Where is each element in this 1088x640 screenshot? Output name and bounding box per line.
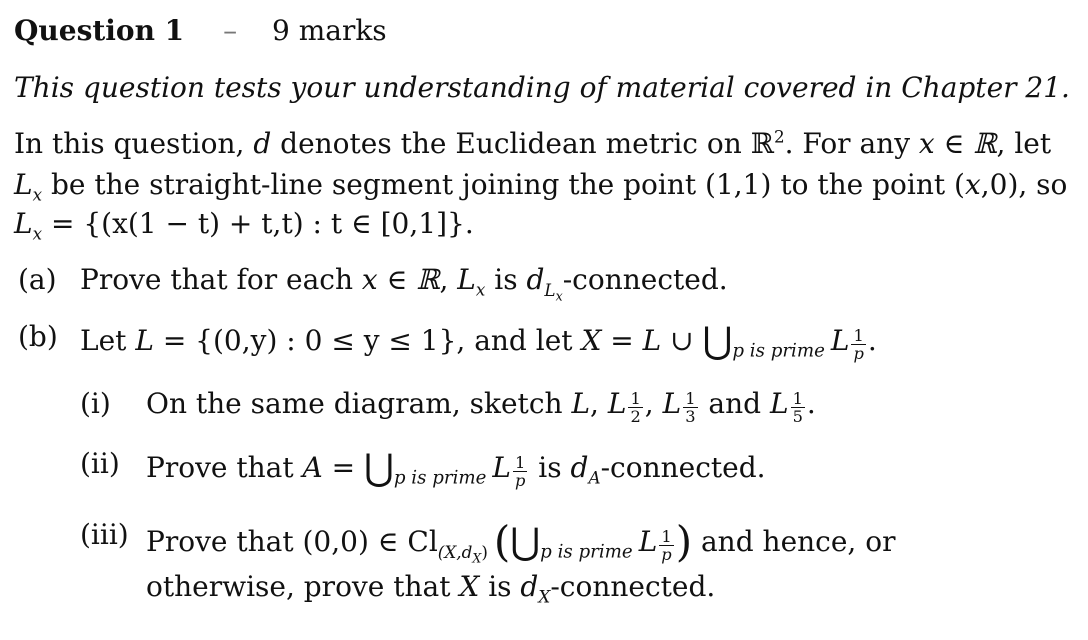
math-set-L: = {(0,y) : 0 ≤ y ≤ 1}, and let <box>153 324 582 358</box>
math-L: L <box>638 524 658 558</box>
closure-sub-a: (X,d <box>437 541 473 562</box>
math-L: L <box>830 324 850 358</box>
problem-line-3 <box>14 207 474 244</box>
problem-text: be the straight-line segment joining the point (1,1) to the point ( <box>42 168 965 201</box>
frac-denominator: p <box>853 344 864 364</box>
part-ii-segment: -connected. <box>600 451 766 485</box>
math-d: d <box>520 570 539 603</box>
math-sub-A: A <box>588 467 601 488</box>
part-b-text <box>80 319 877 364</box>
frac-numerator: 1 <box>792 389 803 408</box>
frac-numerator: 1 <box>851 327 865 345</box>
frac-numerator: 1 <box>630 389 641 408</box>
frac-denominator: 5 <box>792 407 803 427</box>
math-R: ℝ <box>750 127 774 160</box>
part-iii-segment: -connected. <box>550 570 716 603</box>
math-d: d <box>253 127 272 160</box>
part-iii-label: (iii) <box>80 518 129 551</box>
math-sub-Lx <box>544 279 563 303</box>
part-b-segment: . <box>867 324 877 358</box>
part-a-text <box>80 263 728 303</box>
math-L: L <box>135 324 154 358</box>
part-b-label: (b) <box>18 320 58 353</box>
math-L: L <box>492 451 511 485</box>
part-a-segment: Prove that for each <box>80 263 362 296</box>
frac-denominator: 3 <box>685 407 696 427</box>
math-X: X <box>581 324 602 358</box>
math-L: L <box>14 207 33 240</box>
math-frac-1-over-p <box>851 327 865 362</box>
math-union: ∪ <box>661 324 703 358</box>
math-big-lparen: ( <box>493 517 511 566</box>
frac-denominator: p <box>515 471 526 491</box>
part-ii-segment: is <box>529 451 571 485</box>
math-sub-sub-x: x <box>555 287 563 303</box>
math-x-in-R: x ∈ ℝ <box>918 127 997 160</box>
math-sub-x: x <box>32 223 43 244</box>
math-sub-p-is-prime: p is prime <box>393 467 487 489</box>
part-iii-segment: Prove that (0,0) ∈ Cl <box>146 524 438 558</box>
part-ii-label: (ii) <box>80 447 120 480</box>
part-i-segment: and <box>699 387 770 421</box>
part-iii-segment: otherwise, prove that <box>146 570 460 603</box>
problem-text: denotes the Euclidean metric on <box>271 127 751 160</box>
problem-text: . For any <box>784 127 919 160</box>
math-X: X <box>459 570 480 603</box>
problem-text: In this question, <box>14 127 254 160</box>
part-a-segment: is <box>485 263 527 296</box>
math-A: A <box>302 451 323 485</box>
math-frac-1-over-2 <box>628 390 642 425</box>
frac-denominator: p <box>661 544 672 564</box>
math-big-union: ⋃ <box>510 519 541 563</box>
math-sub-X: X <box>538 586 551 607</box>
part-iii-text-2 <box>146 570 716 607</box>
math-big-union: ⋃ <box>364 446 394 489</box>
math-L: L <box>571 387 591 421</box>
part-i-segment: On the same diagram, sketch <box>146 387 572 421</box>
question-intro: This question tests your understanding of material covered in Chapter 21. <box>14 71 1070 104</box>
part-iii-segment: and hence, or <box>692 524 896 558</box>
math-d: d <box>526 263 545 296</box>
problem-text: , let <box>996 127 1052 160</box>
part-iii-text-1 <box>146 517 896 566</box>
math-sub-p-is-prime: p is prime <box>540 541 633 563</box>
math-frac-1-over-p <box>513 454 527 489</box>
problem-line-1 <box>14 126 1052 160</box>
part-i-text <box>146 387 816 427</box>
math-L: L <box>662 387 682 421</box>
math-sub-p-is-prime: p is prime <box>732 340 825 362</box>
problem-text: ,0), so <box>980 168 1068 201</box>
math-sub-L: L <box>544 279 556 300</box>
math-exponent: 2 <box>773 126 785 147</box>
math-L: L <box>457 263 476 296</box>
math-eq: = <box>601 324 643 358</box>
frac-numerator: 1 <box>513 454 527 472</box>
math-sub-x: x <box>475 279 486 300</box>
math-set-definition: = {(x(1 − t) + t,t) : t ∈ [0,1]}. <box>42 207 474 240</box>
closure-sub-close: ) <box>481 541 488 562</box>
math-L: L <box>642 324 662 358</box>
problem-line-2 <box>14 168 1068 205</box>
math-L: L <box>769 387 789 421</box>
part-i-segment: , <box>590 387 608 421</box>
part-a-segment: -connected. <box>562 263 728 296</box>
frac-numerator: 1 <box>659 528 673 546</box>
math-x-in-R: x ∈ ℝ <box>361 263 440 296</box>
math-sub-x: x <box>32 184 43 205</box>
question-header <box>14 14 387 47</box>
math-big-union: ⋃ <box>702 319 733 362</box>
math-eq: = <box>322 451 365 485</box>
math-L: L <box>14 168 33 201</box>
question-marks: 9 marks <box>271 14 387 47</box>
part-a-label: (a) <box>18 263 57 296</box>
part-a-segment: , <box>439 263 458 296</box>
header-dash: – <box>223 14 238 47</box>
part-i-segment: , <box>644 387 663 421</box>
part-b-segment: Let <box>80 324 136 358</box>
math-L: L <box>607 387 627 421</box>
math-x: x <box>964 168 981 201</box>
part-ii-text <box>146 446 766 491</box>
math-closure-subscript <box>437 541 488 565</box>
math-frac-1-over-p <box>659 528 673 563</box>
math-frac-1-over-5 <box>791 390 805 425</box>
math-d: d <box>570 451 589 485</box>
frac-denominator: 2 <box>630 407 641 427</box>
frac-numerator: 1 <box>685 389 696 408</box>
part-i-label: (i) <box>80 387 111 420</box>
closure-sub-X: X <box>472 549 482 565</box>
part-ii-segment: Prove that <box>146 451 303 485</box>
math-frac-1-over-3 <box>683 390 697 425</box>
math-big-rparen: ) <box>675 517 693 566</box>
question-title: Question 1 <box>14 14 185 47</box>
part-iii-segment: is <box>479 570 521 603</box>
part-i-segment: . <box>806 387 816 421</box>
